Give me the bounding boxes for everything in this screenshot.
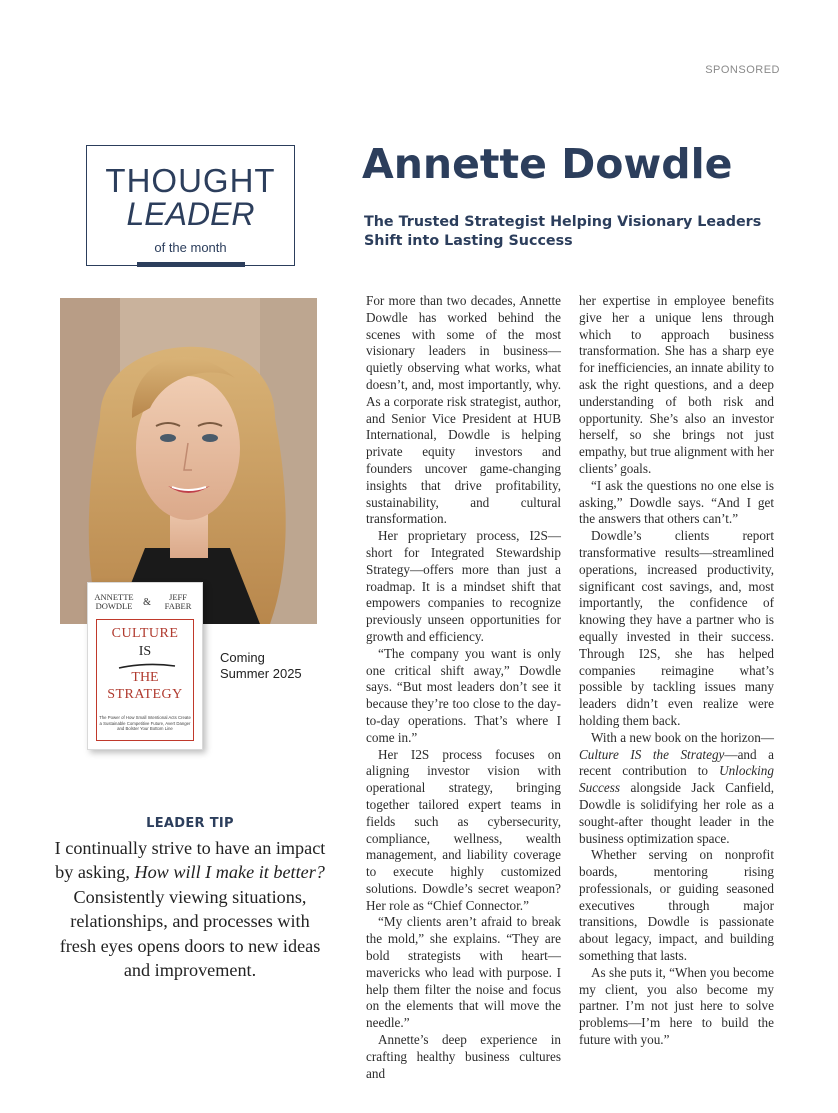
book-author-1: ANNETTE DOWDLE bbox=[94, 592, 134, 612]
portrait-photo bbox=[60, 298, 317, 624]
leader-tip-body bbox=[52, 836, 328, 982]
book-title-culture: CULTURE bbox=[111, 626, 179, 641]
book-swoosh-icon bbox=[117, 662, 177, 670]
paragraph-text: —and a recent contribution to bbox=[579, 746, 774, 779]
paragraph: Her I2S process focuses on aligning investor vision with operational strategy, bringing together tailored expert teams in fields such as cybersecurity, compliance, wellness, wealth management, and liability coverage to execute highly customized solutions. Dowdle’s secret weapon? Her role as “Chief Connector.” bbox=[366, 746, 561, 913]
sponsored-label: SPONSORED bbox=[705, 64, 780, 76]
book-authors bbox=[94, 593, 196, 612]
paragraph: Whether serving on nonprofit boards, mentoring rising professionals, or guiding seasoned executives through major transitions, Dowdle is passionate about legacy, impact, and building something that lasts. bbox=[579, 847, 774, 964]
paragraph-text: alongside Jack Canfield, Dowdle is solidifying her role as a sought-after thought leader in the business optimization space. bbox=[579, 780, 774, 846]
leader-tip-question: How will I make it better? bbox=[134, 862, 325, 883]
book-ampersand: & bbox=[143, 596, 151, 608]
book-title-frame bbox=[96, 619, 194, 741]
article-column-1 bbox=[366, 293, 561, 1082]
article-column-2 bbox=[579, 293, 774, 1049]
coming-line-1: Coming bbox=[220, 650, 265, 665]
coming-line-2: Summer 2025 bbox=[220, 666, 302, 682]
paragraph: Annette’s deep experience in crafting healthy business cultures and bbox=[366, 1032, 561, 1081]
leader-tip-heading: LEADER TIP bbox=[146, 816, 234, 831]
badge-of-the-month: of the month bbox=[154, 240, 227, 255]
portrait-illustration bbox=[60, 298, 317, 624]
paragraph: As she puts it, “When you become my client, you also become my partner. I’m not just here to solve problems—I’m here to build the future with you.” bbox=[579, 964, 774, 1048]
badge-bar bbox=[137, 262, 245, 267]
badge-leader: LEADER bbox=[126, 196, 255, 232]
book-cover bbox=[87, 582, 203, 750]
paragraph: “The company you want is only one critical shift away,” Dowdle says. “But most leaders don’t see it because they’re too close to the day-to-day operations. That’s where I come in.” bbox=[366, 645, 561, 745]
leader-tip-text-2: Consistently viewing situations, relationships, and processes with fresh eyes opens doors to new ideas and improvement. bbox=[59, 886, 321, 981]
book-title-reference: Unlocking Success bbox=[579, 763, 774, 796]
badge-thought: THOUGHT bbox=[105, 162, 276, 199]
book-title-strategy: STRATEGY bbox=[107, 687, 183, 702]
leader-tip-text-1: I continually strive to have an impact by asking, bbox=[54, 838, 326, 883]
paragraph: For more than two decades, Annette Dowdle has worked behind the scenes with some of the most visionary leaders in business—quietly observing what works, what doesn’t, and, most importantly, why. As a corporate risk strategist, author, and Senior Vice President at HUB International, Dowdle is helping private equity investors and founders uncover game-changing insights that drive profitability, sustainability, and cultural transformation. bbox=[366, 293, 561, 527]
paragraph: “I ask the questions no one else is asking,” Dowdle says. “And I get the answers that others can’t.” bbox=[579, 477, 774, 527]
book-title-is: IS bbox=[138, 644, 152, 659]
paragraph bbox=[579, 293, 774, 478]
book-tagline: The Power of How Small Intentional Acts Create a Sustainable Competitive Future, Avert Danger and Bolster Your Bottom Line bbox=[99, 715, 191, 732]
paragraph: “My clients aren’t afraid to break the mold,” she explains. “They are bold strategists with heart—mavericks who lead with purpose. I help them filter the noise and focus on the elements that will move the needle.” bbox=[366, 914, 561, 1031]
paragraph-text: her expertise in employee benefits give her a unique lens through which to approach business transformation. She has a sharp eye for inefficiencies, an innate ability to ask the right questions, and a deep understanding of both risk and opportunity. She’s also an investor herself, so she brings not just empathy, but true alignment with her clients’ goals. bbox=[579, 293, 774, 476]
paragraph: Dowdle’s clients report transformative results—streamlined operations, increased productivity, significant cost savings, and, most importantly, the confidence of knowing they have a partner who is equally invested in their success. Through I2S, she has helped companies reimagine what’s possible by tackling issues many leaders didn’t even realize were holding them back. bbox=[579, 528, 774, 728]
book-title-the: THE bbox=[131, 670, 159, 685]
coming-soon bbox=[220, 650, 302, 683]
article-subtitle: The Trusted Strategist Helping Visionary Leaders Shift into Lasting Success bbox=[364, 214, 762, 249]
article-title: Annette Dowdle bbox=[362, 140, 733, 188]
paragraph: Her proprietary process, I2S—short for Integrated Stewardship Strategy—offers more than just a roadmap. It is a mindset shift that empowers companies to recognize previously unseen opportunities for growth and efficiency. bbox=[366, 528, 561, 644]
paragraph bbox=[579, 730, 774, 848]
book-title-reference: Culture IS the Strategy bbox=[579, 746, 725, 762]
paragraph-text: With a new book on the horizon— bbox=[591, 729, 774, 745]
book-author-2: JEFF FABER bbox=[164, 592, 192, 612]
thought-leader-badge bbox=[86, 145, 295, 266]
